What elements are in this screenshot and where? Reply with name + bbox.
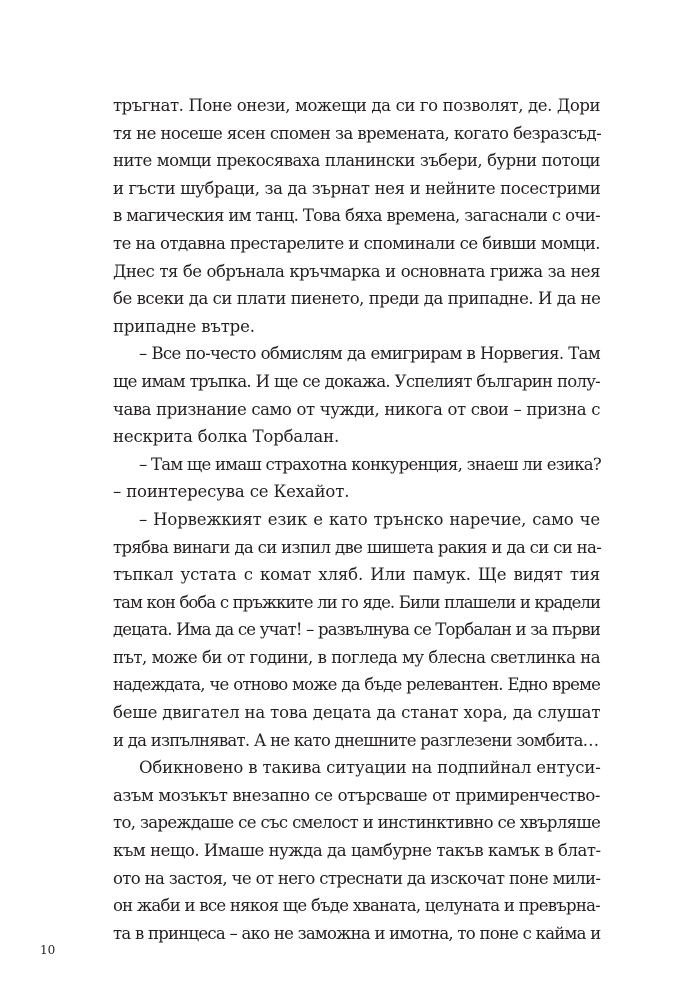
text-line: там кон боба с пръжките ли го яде. Били плашели и крадели — [113, 592, 600, 612]
text-line: бе всеки да си плати пиенето, преди да припадне. И да не — [113, 289, 601, 309]
text-line: нескрита болка Торбалан. — [113, 427, 340, 447]
text-line: ото на застоя, че от него стреснати да изскочат поне мили- — [113, 868, 601, 888]
text-line: ще имам тръпка. И ще се докажа. Успелият българин полу- — [113, 371, 600, 391]
text-line: то, зареждаше се със смелост и инстинктивно се хвърляше — [113, 813, 601, 833]
text-line: тръгнат. Поне онези, можещи да си го позволят, де. Дори — [113, 96, 600, 115]
text-line: Днес тя бе обрънала кръчмарка и основната грижа за нея — [113, 261, 600, 281]
text-line: – Там ще имаш страхотна конкуренция, знаеш ли езика? — [139, 454, 601, 474]
text-line: азъм мозъкът внезапно се отърсваше от примиренчество- — [113, 785, 600, 805]
text-line: към нещо. Имаше нужда да цамбурне такъв камък в блат- — [113, 841, 601, 861]
body-text — [113, 92, 600, 947]
text-line: он жаби и все някоя ще бъде хваната, целуната и превърна- — [113, 896, 600, 916]
text-line: път, може би от години, в погледа му блесна светлинка на — [113, 647, 600, 667]
text-line: тъпкал устата с комат хляб. Или памук. Ще видят тия — [113, 565, 600, 585]
text-line: те на отдавна престарелите и споминали се бивши момци. — [113, 233, 600, 253]
text-line: – Норвежкият език е като трънско наречие, само че — [139, 509, 600, 529]
text-line: и гъсти шубраци, за да зърнат нея и нейните посестрими — [113, 178, 601, 198]
text-line: припадне вътре. — [113, 316, 255, 336]
text-line: – Все по-често обмислям да емигрирам в Норвегия. Там — [139, 344, 600, 364]
text-line: беше двигател на това децата да станат хора, да слушат — [113, 703, 601, 723]
text-line: надеждата, че отново може да бъде релевантен. Едно време — [113, 675, 600, 695]
text-line: чава признание само от чужди, никога от свои – призна с — [113, 399, 600, 419]
text-line: трябва винаги да си изпил две шишета ракия и да си си на- — [113, 537, 602, 557]
text-line: децата. Има да се учат! – развълнува се Торбалан и за първи — [113, 620, 600, 640]
text-line: тя не носеше ясен спомен за времената, когато безразсъд- — [113, 123, 602, 143]
text-line: и да изпълняват. А не като днешните разглезени зомбита… — [113, 730, 599, 750]
text-line: Обикновено в такива ситуации на подпийнал ентуси- — [139, 758, 601, 778]
text-line: ните момци прекосяваха планински зъбери, бурни потоци — [113, 151, 600, 171]
text-line: в магическия им танц. Това бяха времена, загаснали с очи- — [113, 206, 600, 226]
page-number: 10 — [40, 943, 56, 957]
text-line: – поинтересува се Кехайот. — [113, 482, 350, 502]
text-line: та в принцеса – ако не заможна и имотна, то поне с каймa и — [113, 923, 601, 943]
